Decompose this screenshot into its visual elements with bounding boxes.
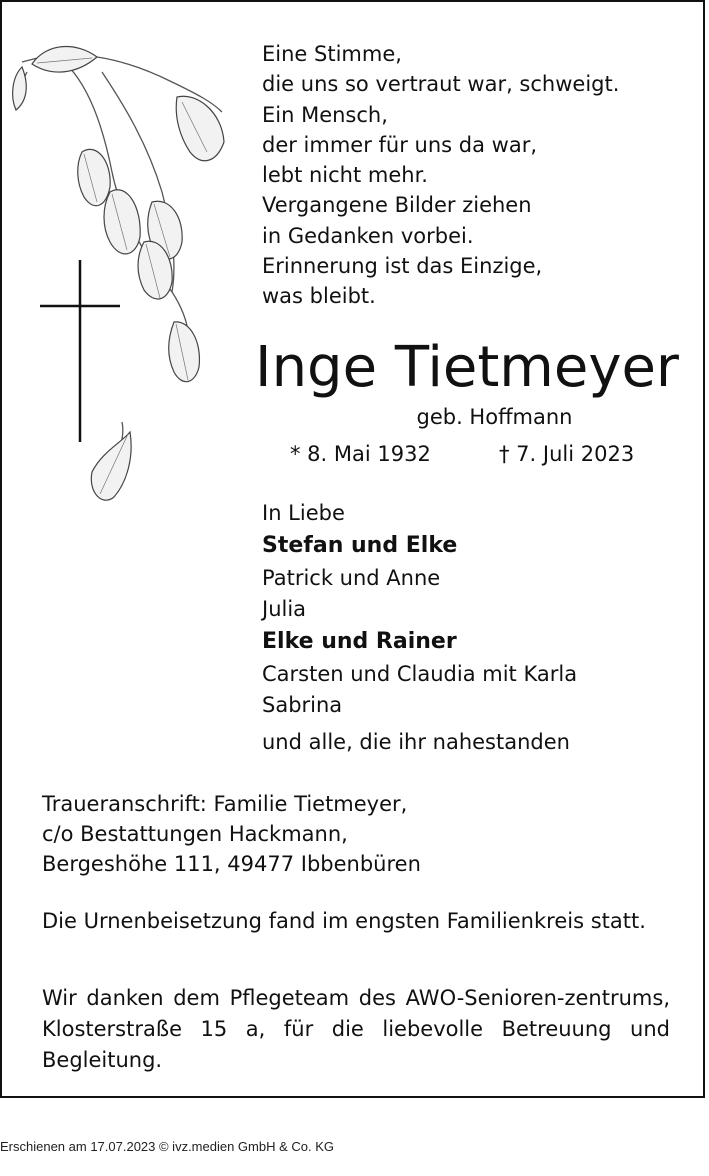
mourners-group-title: Stefan und Elke: [262, 533, 458, 558]
mourners-line: Carsten und Claudia mit Karla: [262, 662, 578, 686]
birth-date: * 8. Mai 1932: [290, 442, 431, 466]
death-date: † 7. Juli 2023: [499, 442, 635, 466]
mourners-group-title: Elke und Rainer: [262, 629, 457, 654]
address-line: c/o Bestattungen Hackmann,: [42, 822, 348, 846]
mourners-intro: In Liebe: [262, 501, 345, 525]
mourners-closing: und alle, die ihr nahestanden: [262, 730, 570, 754]
publication-footer: Erschienen am 17.07.2023 © ivz.medien GmbH & Co. KG: [0, 1139, 335, 1154]
birth-name: geb. Hoffmann: [416, 405, 573, 429]
address-line: Traueranschrift: Familie Tietmeyer,: [42, 792, 408, 816]
address-line: Bergeshöhe 111, 49477 Ibbenbüren: [42, 852, 421, 876]
mourners-list: [262, 498, 577, 758]
burial-note: Die Urnenbeisetzung fand im engsten Familienkreis statt.: [42, 909, 646, 933]
cross-icon: [2, 2, 262, 522]
mourners-line: Patrick und Anne: [262, 566, 441, 590]
thanks-note: Wir danken dem Pflegeteam des AWO-Senioren-zentrums, Klosterstraße 15 a, für die liebevolle Betreuung und Begleitung.: [42, 986, 670, 1072]
mourners-line: Julia: [262, 597, 307, 621]
deceased-name: Inge Tietmeyer: [255, 335, 679, 400]
mourning-address: [42, 789, 421, 879]
memorial-poem: Eine Stimme, die uns so vertraut war, schweigt. Ein Mensch, der immer für uns da war, lebt nicht mehr. Vergangene Bilder ziehen in Gedanken vorbei. Erinnerung ist das Einzige, was bleibt.: [262, 42, 620, 309]
mourners-line: Sabrina: [262, 693, 343, 717]
